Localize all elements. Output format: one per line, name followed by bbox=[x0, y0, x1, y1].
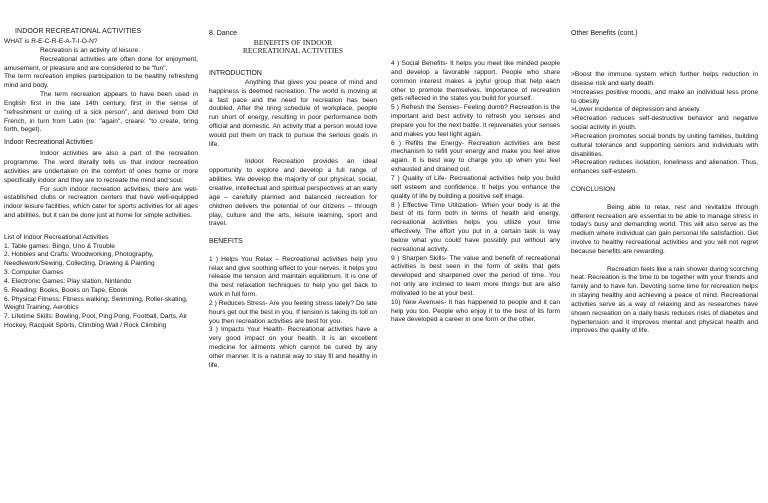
benefit-item: 5 ) Refresh the Senses- Feeling dumb? Recreation is the important and best activity to refresh you senses and prepare you for the next battle. It rejuvenates your senses and makes you feel light again. bbox=[391, 104, 560, 138]
list-item: 4. Electronic Games: Play station, Nintendo bbox=[4, 277, 132, 285]
benefit-item: 2 ) Reduces Stress- Are you feeling stress lately? Do late hours get out the best in you. If tension is taking its toll on you then recreation activities are best for you. bbox=[209, 299, 377, 325]
col2-header bbox=[209, 30, 377, 55]
paragraph: The term recreation implies participation to be healthy refreshing mind and body. bbox=[4, 73, 198, 90]
benefits-title-line1: BENEFITS OF INDOOR bbox=[253, 37, 333, 47]
section-heading: Indoor Recreational Activities bbox=[4, 139, 93, 147]
col1-header bbox=[15, 28, 141, 35]
list-item: 5. Reading: Books, Books on Tape, Ebook bbox=[4, 286, 128, 294]
paragraph: Recreation feels like a rain shower during scorching heat. Recreation is the time to be together with your friends and family and to have fun. Devoting some time for recreation helps in staying healthy and achieving a peace of mind. Recreational activities serve as a way of relaxing and as researches have shown recreation on a daily basis reduces risks of diabetes and hypertension and it improves mental and physical health and improves the quality of life. bbox=[571, 265, 758, 335]
paragraph: Recreation is an activity of leisure. bbox=[40, 46, 141, 54]
column-4 bbox=[571, 71, 758, 336]
benefit-item: 8 ) Effective Time Utilization- When your body is at the best of its form both in terms of health and energy, recreational activities helps you utilize your time effectively. The effort you put in a certain task is way below what you could have possibly put without any recreational activity. bbox=[391, 201, 560, 253]
other-benefit-item: >Boost the immune system which further helps reduction in disease risk and early death. bbox=[571, 71, 758, 87]
column-3 bbox=[391, 60, 560, 325]
activity-list bbox=[4, 243, 198, 331]
recreation-question: WHAT is R-E-C-R-E-A-T-I-O-N? bbox=[4, 38, 98, 45]
paragraph: Indoor Recreation provides an ideal opportunity to explore and develop a full range of abilities. We develop the majority of our physical, social, creative, intellectual and spiritual perspectives at an early age – carefully planned and balanced recreation for children delivers the potential of our citizens – through play, culture and the arts, leisure learning, sport and travel. bbox=[209, 158, 377, 228]
list-item: 6. Physical Fitness: Fitness walking, Swimming, Roller-skating, Weight Training, Aerobics bbox=[4, 295, 188, 312]
benefit-item: 10) New Avenues- It has happened to people and it can help you too. People who enjoy it to the best of its form have developed a career in one form or the other. bbox=[391, 298, 560, 324]
benefit-item: 6 ) Refills the Energy- Recreation activities are best mechanism to refill your energy and make you feel alive again. It is best way to charge you up when you feel exhausted and drained out. bbox=[391, 139, 560, 174]
list-item: 7. Lifetime Skills: Bowling, Pool, Ping Pong, Football, Darts, Air Hockey, Racquet Sports, Climbing Wall / Rock Climbing bbox=[4, 313, 188, 330]
other-benefit-item: >Lower incidence of depression and anxiety. bbox=[571, 106, 701, 114]
other-benefit-item: >Recreation promotes social bonds by uniting families, building cultural tolerance and supporting seniors and individuals with disabilities. bbox=[571, 132, 758, 158]
paragraph: The term recreation appears to have been used in English first in the late 14th century, first in the sense of "refreshment or curing of a sick person", and derived from Old French, in turn from Latin (re: "again", creare: "to create, bring forth, beget). bbox=[4, 91, 198, 134]
paragraph: Indoor activities are also a part of the recreation programme. The word literally tells us that indoor recreation activities are undertaken on the comfort of ones home or more specifically indoor and they are to recreate the mind and soul. bbox=[4, 150, 198, 184]
other-benefit-item: >Recreation reduces isolation, loneliness and alienation. Thus, enhances self-esteem. bbox=[571, 159, 758, 176]
list-item-dance: 8. Dance bbox=[209, 30, 238, 37]
paragraph: Anything that gives you peace of mind and happiness is deemed recreation. The world is moving at a fast pace and the need for recreation has been doubled. After the tiring schedule of workplace, people run short of energy, resulting in poor performance both official and domestic. An activity that a person would love would put them on track to pursue the serious goals in life. bbox=[209, 78, 377, 148]
list-item: 1. Table games: Bingo, Uno & Trouble bbox=[4, 242, 115, 250]
list-heading: List of Indoor Recreational Activities bbox=[4, 233, 109, 241]
benefit-item: 7 ) Quality of Life- Recreational activities help you build self esteem and confidence. It helps you enhance the quality of life by building a positive self image. bbox=[391, 174, 560, 200]
benefit-item: 9 ) Sharpen Skills- The value and benefit of recreational activities is best seen in the form of skills that gets developed and sharpened over the period of time. You not only are inclined to learn more things but are also motivated to be at your best. bbox=[391, 254, 560, 297]
intro-heading: INTRODUCTION bbox=[209, 70, 262, 77]
list-item: 3. Computer Games bbox=[4, 269, 64, 277]
other-benefit-item: >Recreation reduces self-destructive behavior and negative social activity in youth. bbox=[571, 115, 758, 132]
paragraph: Being able to relax, rest and revitalize through different recreation are essential to be able to manage stress in today's busy and demanding world. This will also serve as the medium where individual can gain personal life satisfaction. Get involve to healthy recreational activities and you will not regret because benefits are rewarding. bbox=[571, 203, 758, 255]
benefit-item: 3 ) Impacts Your Health- Recreational activities have a very good impact on your health. It is an excellent medicine for ailments which cannot be cured by any other manner. It is a natural way to stay fit and healthy in life. bbox=[209, 326, 377, 369]
doc-title: INDOOR RECREATIONAL ACTIVITIES bbox=[15, 28, 142, 35]
conclusion-heading: CONCLUSION bbox=[571, 185, 615, 193]
benefits-title-line2: RECREATIONAL ACTIVITIES bbox=[242, 45, 344, 55]
benefit-item: 4 ) Social Benefits- It helps you meet like minded people and develop a favorable rapport. People who share common interest makes a joyful group that help each other to promote themselves. Importance of recreation gets reflected in the states you build for yourself. bbox=[391, 60, 560, 103]
benefits-heading: BENEFITS bbox=[209, 238, 243, 246]
column-2 bbox=[209, 70, 377, 371]
other-benefit-item: >Increases positive moods, and make an individual less prone to obesity bbox=[571, 88, 758, 105]
list-item: 2. Hobbies and Crafts: Woodworking, Photography, Needlework/Sewing, Collecting, Drawing & Painting bbox=[4, 251, 155, 268]
col4-header bbox=[571, 30, 638, 37]
benefit-item: 1 ) Helps You Relax – Recreational activities help you relax and give soothing effect to your nerves. It helps you release the tension and maintain equilibrium. It is one of the best relaxation techniques to help you get back to work in full form. bbox=[209, 255, 377, 299]
column-1 bbox=[4, 38, 198, 331]
paragraph: Recreational activities are often done for enjoyment, amusement, or pleasure and are considered to be "fun". bbox=[4, 55, 198, 72]
other-benefits-heading: Other Benefits (cont.) bbox=[571, 30, 638, 37]
paragraph: For such indoor recreation activities, there are well-established clubs or recreation centers that have well-equipped indoor leisure facilities, which cater for sports activities for all ages and abilities, but it can be done just at home for simple activities. bbox=[4, 185, 198, 220]
